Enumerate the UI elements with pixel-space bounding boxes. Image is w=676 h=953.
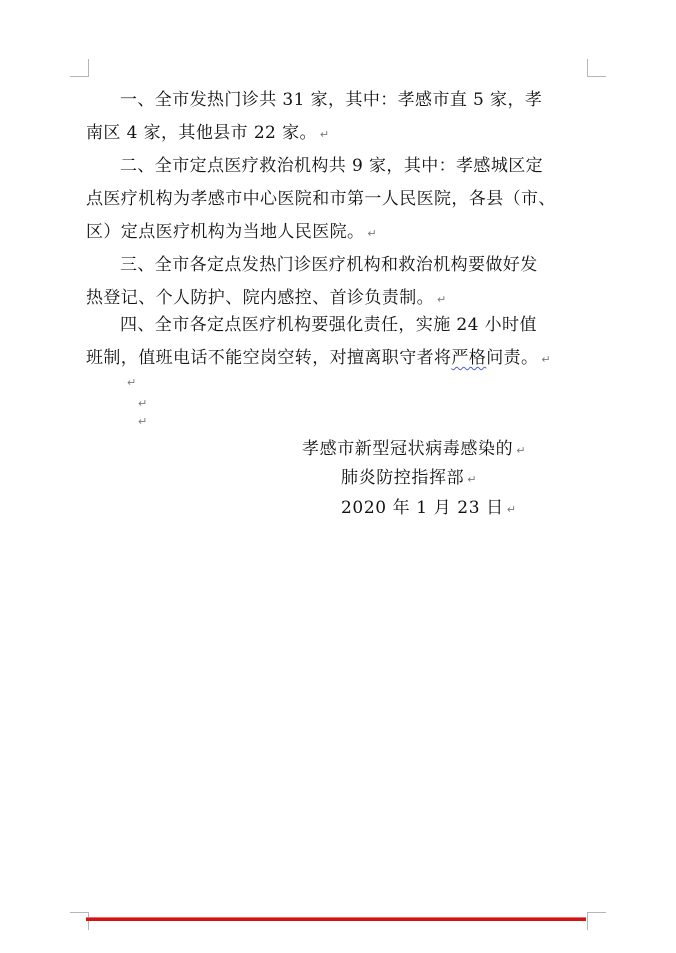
paragraph-mark-icon: ↵ [516,444,527,457]
paragraph-mark-icon: ↵ [367,227,378,240]
empty-paragraph-mark-icon[interactable]: ↵ [138,415,148,428]
signature-date[interactable] [341,493,517,525]
crop-mark-bottom-left-h [70,912,88,913]
paragraph-3[interactable] [86,249,592,316]
signature-org-line-1-text: 孝感市新型冠状病毒感染的 [302,439,514,459]
crop-mark-top-left-v [88,59,89,77]
footer-red-rule [86,917,586,921]
paragraph-1-line-2-text: 南区 4 家，其他县市 22 家。 [86,123,317,143]
crop-mark-bottom-right-v [587,912,588,930]
paragraph-mark-icon: ↵ [319,128,330,141]
paragraph-4-line-2 [86,342,592,376]
signature-date-text: 2020 年 1 月 23 日 [341,498,504,518]
crop-mark-top-right-h [588,76,606,77]
paragraph-1-line-1: 一、全市发热门诊共 31 家，其中：孝感市直 5 家，孝 [120,90,543,110]
paragraph-mark-icon: ↵ [541,353,552,366]
signature-org-line-2-text: 肺炎防控指挥部 [341,468,465,488]
paragraph-4-tail-text: 问责。 [486,348,539,368]
crop-mark-top-left-h [70,76,88,77]
paragraph-1[interactable] [86,84,592,151]
crop-mark-bottom-left-v [88,912,89,930]
paragraph-1-line-2 [86,117,592,151]
paragraph-2-line-3 [86,216,592,250]
empty-paragraph-mark-icon[interactable]: ↵ [127,376,137,389]
paragraph-4-line-1: 四、全市各定点医疗机构要强化责任，实施 24 小时值 [120,315,537,335]
paragraph-2-line-3-text: 区）定点医疗机构为当地人民医院。 [86,222,365,242]
crop-mark-top-right-v [587,59,588,77]
crop-mark-bottom-right-h [588,912,606,913]
paragraph-4[interactable] [86,309,592,376]
paragraph-3-line-2-text: 热登记、个人防护、院内感控、首诊负责制。 [86,288,434,308]
paragraph-2-line-2: 点医疗机构为孝感市中心医院和市第一人民医院，各县（市、 [86,189,556,209]
paragraph-mark-icon: ↵ [506,503,517,516]
paragraph-2-line-1: 二、全市定点医疗救治机构共 9 家，其中：孝感城区定 [120,156,544,176]
paragraph-3-line-1: 三、全市各定点发热门诊医疗机构和救治机构要做好发 [120,255,538,275]
paragraph-mark-icon: ↵ [467,473,478,486]
paragraph-4-line-2-text: 班制，值班电话不能空岗空转，对擅离职守者将 [86,348,452,368]
signature-org-line-2[interactable] [341,463,477,495]
signature-org-line-1[interactable] [302,434,526,466]
empty-paragraph-mark-icon[interactable]: ↵ [138,397,148,410]
paragraph-2[interactable] [86,150,592,250]
spellcheck-flagged-text[interactable]: 严格 [451,348,487,368]
paragraph-mark-icon: ↵ [437,293,447,306]
